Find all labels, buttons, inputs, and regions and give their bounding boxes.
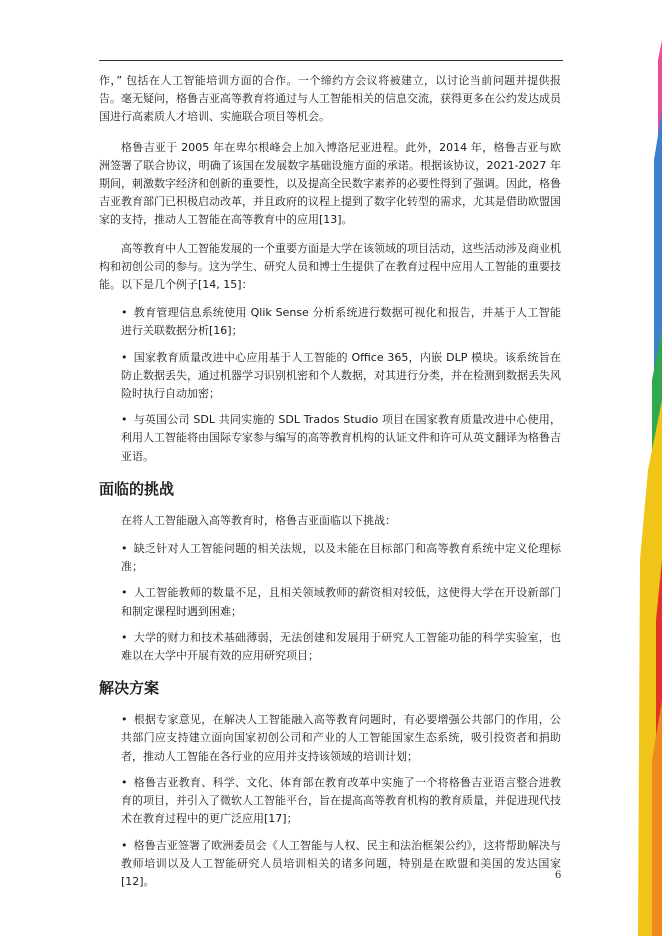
list-item: • 大学的财力和技术基础薄弱，无法创建和发展用于研究人工智能功能的科学实验室，也难以在大学中开展有效的应用研究项目； [121,630,561,663]
bullet-icon: • [121,306,128,320]
bullet-icon: • [121,542,128,556]
list-item: • 国家教育质量改进中心应用基于人工智能的 Office 365，内嵌 DLP 模块。该系统旨在防止数据丢失，通过机器学习识别机密和个人数据，对其进行分类，并在检测到数据丢失风险时执行自动加密； [121,350,561,401]
list-item: • 根据专家意见，在解决人工智能融入高等教育问题时，有必要增强公共部门的作用，公共部门应支持建立面向国家初创公司和产业的人工智能国家生态系统，吸引投资者和捐助者，推动人工智能在各行业的应用并支持该领域的培训计划； [121,713,561,763]
list-item: • 教育管理信息系统使用 Qlik Sense 分析系统进行数据可视化和报告，并基于人工智能进行关联数据分析[16]； [121,306,561,338]
header-rule [99,60,563,61]
bullet-icon: • [121,350,128,364]
bullet-icon: • [121,775,128,789]
list-item: • 格鲁吉亚教育、科学、文化、体育部在教育改革中实施了一个将格鲁吉亚语言整合进教育的项目，并引入了微软人工智能平台，旨在提高高等教育机构的教育质量，并促进现代技术在教育过程中的更广泛应用[17]； [121,775,561,826]
section-intro: 在将人工智能融入高等教育时，格鲁吉亚面临以下挑战： [121,513,396,527]
list-item: • 缺乏针对人工智能问题的相关法规，以及未能在目标部门和高等教育系统中定义伦理标准； [121,542,561,574]
section-heading-solutions: 解决方案 [99,679,160,698]
list-item: • 与英国公司 SDL 共同实施的 SDL Trados Studio 项目在国家教育质量改进中心使用，利用人工智能将由国际专家参与编写的高等教育机构的认证文件和许可从英文翻译为格鲁吉亚语。 [121,413,561,463]
bullet-icon: • [121,713,128,727]
page-body [99,72,561,899]
paragraph: 格鲁吉亚于 2005 年在卑尔根峰会上加入博洛尼亚进程。此外，2014 年，格鲁吉亚与欧洲签署了联合协议，明确了该国在发展数字基础设施方面的承诺。根据该协议，2021-2027 年期间，刺激数字经济和创新的重要性，以及提高全民数字素养的必要性得到了强调。因此，格鲁吉亚教育部门已积极启动改革，并且政府的议程上提到了数字化转型的需求，尤其是借助欧盟国家的支持，推动人工智能在高等教育中的应用[13]。 [99,140,561,227]
bullet-icon: • [121,413,128,427]
bullet-icon: • [121,630,128,644]
bullet-icon: • [121,838,128,852]
paragraph: 高等教育中人工智能发展的一个重要方面是大学在该领域的项目活动，这些活动涉及商业机构和初创公司的参与。这为学生、研究人员和博士生提供了在教育过程中应用人工智能的重要技能。以下是几个例子[14, 15]： [99,241,561,292]
page-number: 6 [555,870,562,881]
paragraph: 作，” 包括在人工智能培训方面的合作。一个缔约方会议将被建立，以讨论当前问题并提供报告。毫无疑问，格鲁吉亚高等教育将通过与人工智能相关的信息交流，获得更多在公约发达成员国进行高素质人才培训、实施联合项目等机会。 [99,74,561,124]
section-heading-challenges: 面临的挑战 [99,479,175,498]
list-item: • 格鲁吉亚签署了欧洲委员会《人工智能与人权、民主和法治框架公约》，这将帮助解决与教师培训以及人工智能研究人员培训相关的诸多问题，特别是在欧盟和美国的发达国家[12]。 [121,838,561,888]
list-item: • 人工智能教师的数量不足，且相关领域教师的薪资相对较低，这使得大学在开设新部门和制定课程时遇到困难； [121,586,561,618]
bullet-icon: • [121,586,128,600]
decorative-color-stripes [638,0,662,936]
